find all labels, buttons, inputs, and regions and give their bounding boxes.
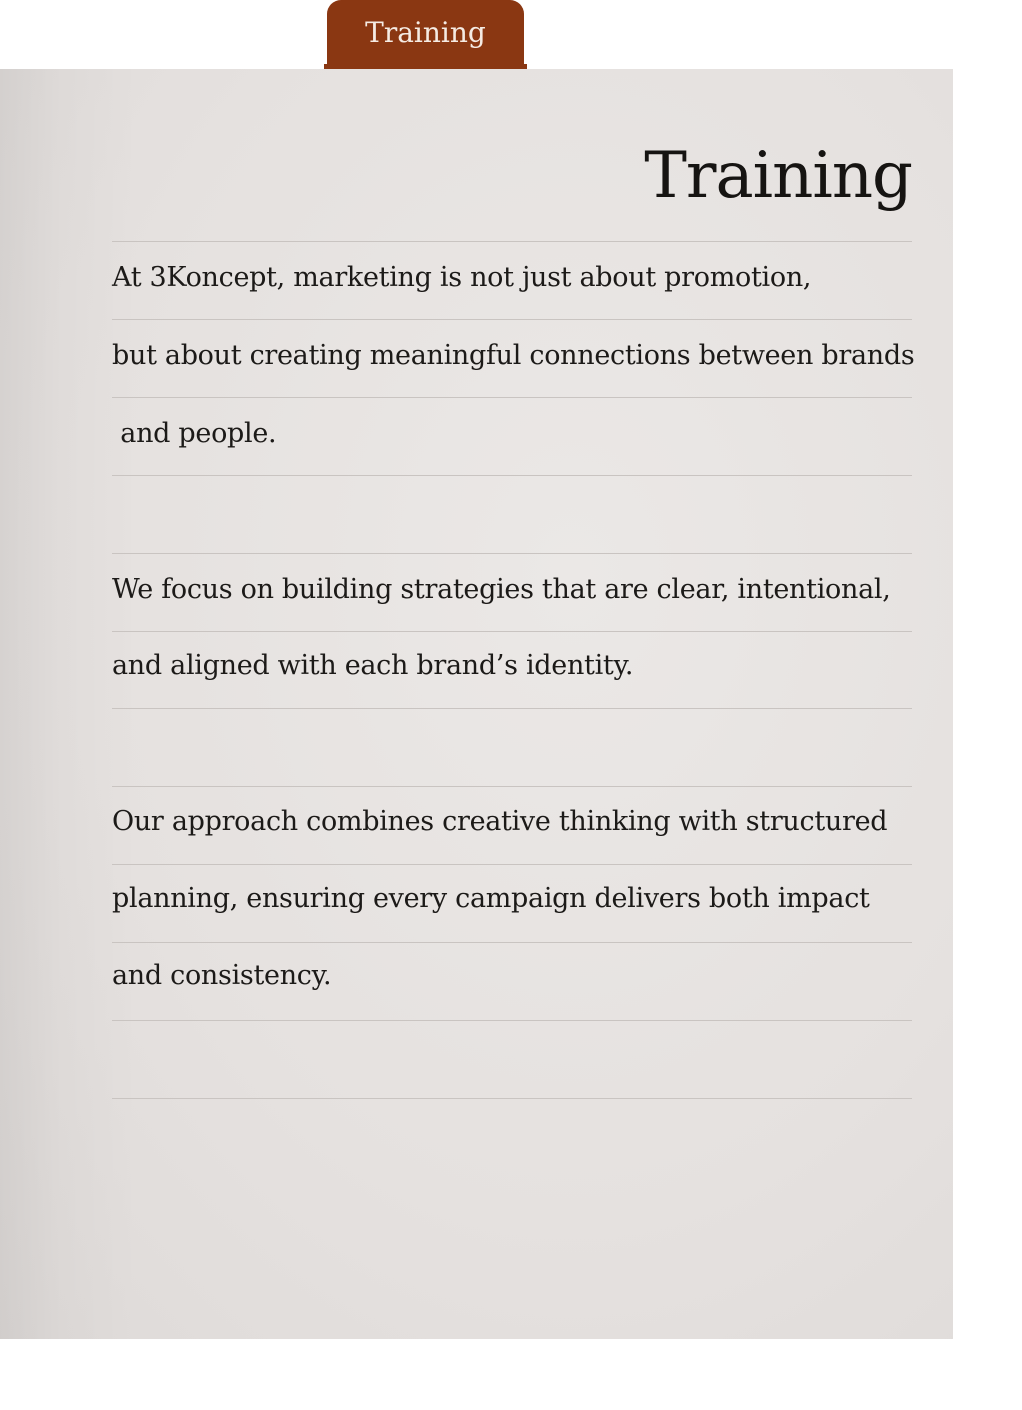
ruled-line [112, 786, 912, 787]
text-line: and consistency. [112, 960, 332, 991]
ruled-line [112, 708, 912, 709]
training-tab-label: Training [365, 15, 486, 49]
ruled-line [112, 475, 912, 476]
ruled-line [112, 942, 912, 943]
page-title: Training [644, 139, 912, 213]
ruled-line [112, 1098, 912, 1099]
text-line: Our approach combines creative thinking with structured [112, 806, 888, 837]
ruled-line [112, 864, 912, 865]
notebook-page [0, 69, 953, 1339]
text-line: At 3Koncept, marketing is not just about promotion, [112, 262, 812, 293]
ruled-line [112, 553, 912, 554]
text-line: We focus on building strategies that are clear, intentional, [112, 574, 891, 605]
text-line: and people. [112, 418, 277, 449]
ruled-line [112, 397, 912, 398]
ruled-line [112, 241, 912, 242]
ruled-line [112, 1020, 912, 1021]
ruled-line [112, 631, 912, 632]
text-line: planning, ensuring every campaign delivers both impact [112, 883, 870, 914]
text-line: and aligned with each brand’s identity. [112, 650, 634, 681]
training-tab[interactable] [327, 0, 524, 70]
ruled-line [112, 319, 912, 320]
text-line: but about creating meaningful connections between brands [112, 340, 915, 371]
